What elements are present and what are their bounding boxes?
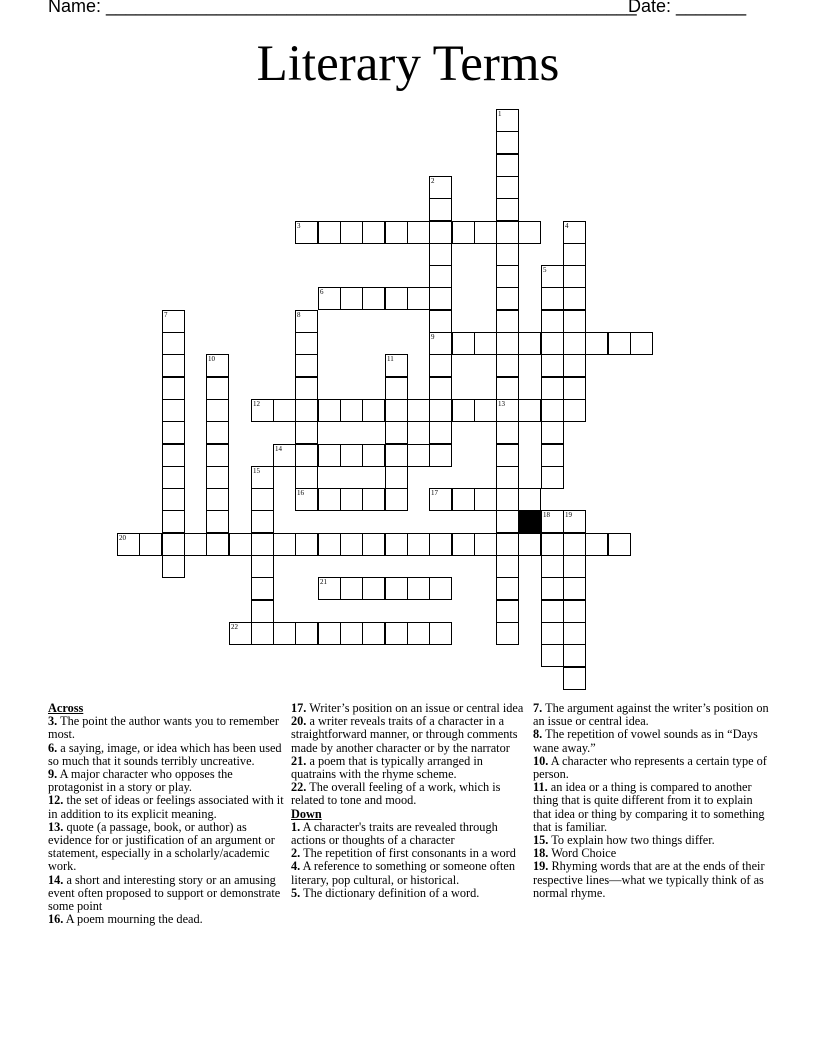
clue-number-label: 21. bbox=[291, 753, 307, 768]
grid-cell[interactable] bbox=[407, 533, 430, 556]
grid-cell[interactable] bbox=[385, 221, 408, 244]
clue-item bbox=[291, 860, 527, 886]
grid-cell[interactable] bbox=[541, 354, 564, 377]
clue-number-label: 3. bbox=[48, 714, 58, 729]
grid-cell[interactable] bbox=[407, 577, 430, 600]
grid-cell[interactable] bbox=[429, 198, 452, 221]
grid-cell[interactable] bbox=[452, 332, 475, 355]
grid-cell[interactable] bbox=[162, 354, 185, 377]
clue-number-label: 4. bbox=[291, 859, 301, 874]
clue-number: 2 bbox=[431, 177, 435, 185]
grid-cell[interactable] bbox=[251, 533, 274, 556]
grid-cell[interactable] bbox=[340, 488, 363, 511]
grid-cell[interactable] bbox=[429, 176, 452, 199]
clue-text: quote (a passage, book, or author) as evidence for or justification of an argument or statement, especially in a scholarly/academic work. bbox=[48, 819, 275, 874]
clues-column-2 bbox=[291, 702, 527, 900]
grid-cell[interactable] bbox=[139, 533, 162, 556]
grid-cell[interactable] bbox=[429, 310, 452, 333]
clue-number: 18 bbox=[543, 511, 550, 519]
grid-cell[interactable] bbox=[362, 533, 385, 556]
clue-number: 17 bbox=[431, 489, 438, 497]
grid-cell[interactable] bbox=[541, 421, 564, 444]
clue-item bbox=[533, 702, 769, 728]
clue-item bbox=[291, 821, 527, 847]
clue-text: A character who represents a certain type of person. bbox=[533, 753, 767, 782]
grid-cell[interactable] bbox=[318, 488, 341, 511]
grid-cell[interactable] bbox=[541, 533, 564, 556]
grid-cell[interactable] bbox=[429, 287, 452, 310]
clues-column-3 bbox=[533, 702, 769, 900]
grid-cell[interactable] bbox=[474, 533, 497, 556]
grid-cell[interactable] bbox=[541, 265, 564, 288]
grid-cell[interactable] bbox=[340, 221, 363, 244]
grid-cell[interactable] bbox=[362, 287, 385, 310]
clue-number: 1 bbox=[498, 110, 502, 118]
grid-cell[interactable] bbox=[162, 421, 185, 444]
grid-cell[interactable] bbox=[295, 354, 318, 377]
grid-cell[interactable] bbox=[162, 555, 185, 578]
grid-cell[interactable] bbox=[184, 533, 207, 556]
grid-cell[interactable] bbox=[206, 399, 229, 422]
grid-cell[interactable] bbox=[340, 399, 363, 422]
clue-text: a saying, image, or idea which has been used so much that it sounds terribly uncreative. bbox=[48, 740, 282, 768]
clue-item bbox=[533, 781, 769, 834]
clue-text: A major character who opposes the protagonist in a story or play. bbox=[48, 767, 233, 795]
grid-cell[interactable] bbox=[318, 221, 341, 244]
grid-cell[interactable] bbox=[496, 444, 519, 467]
clue-number-label: 20. bbox=[291, 714, 307, 729]
clue-item bbox=[48, 821, 284, 874]
grid-cell[interactable] bbox=[474, 399, 497, 422]
grid-cell[interactable] bbox=[429, 444, 452, 467]
grid-cell[interactable] bbox=[563, 354, 586, 377]
clue-text: A character's traits are revealed through actions or thoughts of a character bbox=[291, 819, 498, 848]
grid-cell[interactable] bbox=[385, 287, 408, 310]
grid-cell[interactable] bbox=[563, 243, 586, 266]
clue-text: A poem mourning the dead. bbox=[63, 912, 203, 927]
clue-number-label: 8. bbox=[533, 727, 543, 742]
clue-number-label: 2. bbox=[291, 846, 301, 861]
grid-cell[interactable] bbox=[273, 444, 296, 467]
grid-cell[interactable] bbox=[295, 310, 318, 333]
grid-cell[interactable] bbox=[385, 444, 408, 467]
grid-cell[interactable] bbox=[407, 287, 430, 310]
grid-cell[interactable] bbox=[206, 421, 229, 444]
grid-cell[interactable] bbox=[496, 488, 519, 511]
grid-cell[interactable] bbox=[429, 399, 452, 422]
grid-cell[interactable] bbox=[318, 399, 341, 422]
clue-number: 3 bbox=[297, 222, 301, 230]
clue-item bbox=[533, 728, 769, 754]
grid-cell[interactable] bbox=[496, 421, 519, 444]
grid-cell[interactable] bbox=[518, 488, 541, 511]
grid-cell[interactable] bbox=[407, 221, 430, 244]
clue-number-label: 14. bbox=[48, 872, 64, 887]
clue-text: A reference to something or someone often literary, pop cultural, or historical. bbox=[291, 859, 516, 887]
clue-item bbox=[48, 715, 284, 741]
grid-cell[interactable] bbox=[251, 399, 274, 422]
grid-cell[interactable] bbox=[496, 109, 519, 132]
grid-cell[interactable] bbox=[340, 444, 363, 467]
clue-item bbox=[533, 755, 769, 781]
grid-cell[interactable] bbox=[608, 533, 631, 556]
grid-cell[interactable] bbox=[162, 488, 185, 511]
grid-cell[interactable] bbox=[385, 577, 408, 600]
grid-cell[interactable] bbox=[496, 354, 519, 377]
grid-cell[interactable] bbox=[251, 600, 274, 623]
grid-cell[interactable] bbox=[541, 399, 564, 422]
clue-number: 11 bbox=[387, 355, 394, 363]
grid-cell[interactable] bbox=[295, 466, 318, 489]
grid-cell[interactable] bbox=[429, 622, 452, 645]
grid-cell[interactable] bbox=[318, 533, 341, 556]
grid-cell[interactable] bbox=[563, 600, 586, 623]
page-title: Literary Terms bbox=[256, 36, 560, 92]
grid-cell[interactable] bbox=[541, 332, 564, 355]
clue-number: 8 bbox=[297, 311, 301, 319]
grid-cell[interactable] bbox=[206, 510, 229, 533]
grid-cell[interactable] bbox=[496, 221, 519, 244]
grid-cell[interactable] bbox=[340, 622, 363, 645]
grid-cell[interactable] bbox=[496, 332, 519, 355]
clue-number: 22 bbox=[231, 623, 238, 631]
grid-cell[interactable] bbox=[251, 466, 274, 489]
grid-cell[interactable] bbox=[474, 488, 497, 511]
grid-cell[interactable] bbox=[563, 533, 586, 556]
grid-cell[interactable] bbox=[340, 287, 363, 310]
grid-cell[interactable] bbox=[630, 332, 653, 355]
grid-cell[interactable] bbox=[496, 533, 519, 556]
grid-cell[interactable] bbox=[518, 399, 541, 422]
grid-cell[interactable] bbox=[362, 488, 385, 511]
grid-cell[interactable] bbox=[407, 444, 430, 467]
grid-cell[interactable] bbox=[563, 577, 586, 600]
grid-cell[interactable] bbox=[474, 332, 497, 355]
clue-number: 7 bbox=[164, 311, 168, 319]
black-cell bbox=[518, 510, 541, 533]
grid-cell[interactable] bbox=[496, 377, 519, 400]
grid-cell[interactable] bbox=[541, 555, 564, 578]
clue-number-label: 11. bbox=[533, 780, 548, 795]
grid-cell[interactable] bbox=[162, 332, 185, 355]
clue-number: 6 bbox=[320, 288, 324, 296]
grid-cell[interactable] bbox=[295, 399, 318, 422]
grid-cell[interactable] bbox=[563, 644, 586, 667]
clue-text: Rhyming words that are at the ends of their respective lines—what we typically think of as normal rhyme. bbox=[533, 859, 765, 900]
clue-number: 4 bbox=[565, 222, 569, 230]
clue-text: a writer reveals traits of a character in a straightforward manner, or through comments made by another character or by the narrator bbox=[291, 714, 518, 755]
grid-cell[interactable] bbox=[206, 533, 229, 556]
clue-item bbox=[48, 742, 284, 768]
grid-cell[interactable] bbox=[541, 444, 564, 467]
grid-cell[interactable] bbox=[496, 154, 519, 177]
grid-cell[interactable] bbox=[429, 533, 452, 556]
clue-number-label: 18. bbox=[533, 846, 549, 861]
grid-cell[interactable] bbox=[541, 600, 564, 623]
clue-number-label: 19. bbox=[533, 859, 549, 874]
grid-cell[interactable] bbox=[295, 488, 318, 511]
clue-item bbox=[291, 887, 527, 900]
clue-number: 14 bbox=[275, 445, 282, 453]
clue-number: 12 bbox=[253, 400, 260, 408]
name-field[interactable]: Name: _____________________________________________________ bbox=[48, 0, 637, 16]
grid-cell[interactable] bbox=[563, 667, 586, 690]
clue-number-label: 12. bbox=[48, 793, 64, 808]
grid-cell[interactable] bbox=[496, 198, 519, 221]
grid-cell[interactable] bbox=[162, 466, 185, 489]
clue-text: The point the author wants you to remember most. bbox=[48, 714, 279, 742]
grid-cell[interactable] bbox=[295, 332, 318, 355]
grid-cell[interactable] bbox=[251, 488, 274, 511]
grid-cell[interactable] bbox=[385, 421, 408, 444]
grid-cell[interactable] bbox=[206, 444, 229, 467]
grid-cell[interactable] bbox=[563, 555, 586, 578]
grid-cell[interactable] bbox=[295, 377, 318, 400]
grid-cell[interactable] bbox=[362, 577, 385, 600]
grid-cell[interactable] bbox=[273, 399, 296, 422]
grid-cell[interactable] bbox=[541, 622, 564, 645]
grid-cell[interactable] bbox=[496, 287, 519, 310]
grid-cell[interactable] bbox=[585, 533, 608, 556]
grid-cell[interactable] bbox=[518, 221, 541, 244]
clue-item bbox=[48, 794, 284, 820]
grid-cell[interactable] bbox=[318, 577, 341, 600]
clue-item bbox=[291, 715, 527, 755]
grid-cell[interactable] bbox=[452, 221, 475, 244]
grid-cell[interactable] bbox=[496, 243, 519, 266]
clue-item bbox=[48, 768, 284, 794]
grid-cell[interactable] bbox=[206, 488, 229, 511]
clue-text: a short and interesting story or an amusing event often proposed to support or demonstrate some point bbox=[48, 872, 281, 914]
grid-cell[interactable] bbox=[385, 377, 408, 400]
grid-cell[interactable] bbox=[273, 622, 296, 645]
clue-text: a poem that is typically arranged in quatrains with the rhyme scheme. bbox=[291, 753, 483, 782]
clue-number: 9 bbox=[431, 333, 435, 341]
grid-cell[interactable] bbox=[474, 221, 497, 244]
grid-cell[interactable] bbox=[429, 354, 452, 377]
date-field[interactable]: Date: _______ bbox=[628, 0, 747, 16]
grid-cell[interactable] bbox=[496, 131, 519, 154]
grid-cell[interactable] bbox=[162, 399, 185, 422]
grid-cell[interactable] bbox=[429, 265, 452, 288]
clue-text: The argument against the writer’s position on an issue or central idea. bbox=[533, 701, 769, 729]
clue-text: To explain how two things differ. bbox=[548, 833, 715, 848]
grid-cell[interactable] bbox=[496, 622, 519, 645]
grid-cell[interactable] bbox=[318, 444, 341, 467]
grid-cell[interactable] bbox=[563, 622, 586, 645]
grid-cell[interactable] bbox=[385, 488, 408, 511]
grid-cell[interactable] bbox=[541, 287, 564, 310]
clue-text: Word Choice bbox=[548, 846, 617, 861]
clue-text: The repetition of first consonants in a word bbox=[300, 846, 516, 861]
grid-cell[interactable] bbox=[541, 377, 564, 400]
clue-number: 15 bbox=[253, 467, 260, 475]
clue-item bbox=[291, 755, 527, 781]
grid-cell[interactable] bbox=[563, 510, 586, 533]
grid-cell[interactable] bbox=[541, 644, 564, 667]
clue-number: 16 bbox=[297, 489, 304, 497]
clue-number: 13 bbox=[498, 400, 505, 408]
clue-number: 5 bbox=[543, 266, 547, 274]
across-heading: Across bbox=[48, 701, 84, 715]
grid-cell[interactable] bbox=[496, 265, 519, 288]
grid-cell[interactable] bbox=[318, 622, 341, 645]
grid-cell[interactable] bbox=[295, 421, 318, 444]
grid-cell[interactable] bbox=[385, 399, 408, 422]
grid-cell[interactable] bbox=[229, 622, 252, 645]
grid-cell[interactable] bbox=[541, 577, 564, 600]
grid-cell[interactable] bbox=[251, 622, 274, 645]
grid-cell[interactable] bbox=[429, 488, 452, 511]
grid-cell[interactable] bbox=[541, 510, 564, 533]
clue-item bbox=[291, 781, 527, 807]
grid-cell[interactable] bbox=[429, 332, 452, 355]
clue-number-label: 16. bbox=[48, 912, 64, 927]
grid-cell[interactable] bbox=[295, 533, 318, 556]
grid-cell[interactable] bbox=[563, 265, 586, 288]
grid-cell[interactable] bbox=[162, 377, 185, 400]
grid-cell[interactable] bbox=[608, 332, 631, 355]
clue-text: an idea or a thing is compared to another thing that is quite different from it to explain that idea or thing by comparing it to something that is familiar. bbox=[533, 780, 765, 834]
grid-cell[interactable] bbox=[273, 533, 296, 556]
grid-cell[interactable] bbox=[496, 176, 519, 199]
grid-cell[interactable] bbox=[206, 354, 229, 377]
grid-cell[interactable] bbox=[206, 466, 229, 489]
grid-cell[interactable] bbox=[162, 444, 185, 467]
grid-cell[interactable] bbox=[496, 310, 519, 333]
grid-cell[interactable] bbox=[295, 221, 318, 244]
grid-cell[interactable] bbox=[385, 466, 408, 489]
grid-cell[interactable] bbox=[251, 555, 274, 578]
grid-cell[interactable] bbox=[251, 510, 274, 533]
grid-cell[interactable] bbox=[429, 377, 452, 400]
grid-cell[interactable] bbox=[385, 354, 408, 377]
grid-cell[interactable] bbox=[452, 533, 475, 556]
grid-cell[interactable] bbox=[429, 221, 452, 244]
grid-cell[interactable] bbox=[117, 533, 140, 556]
clue-number: 20 bbox=[119, 534, 126, 542]
grid-cell[interactable] bbox=[429, 243, 452, 266]
grid-cell[interactable] bbox=[229, 533, 252, 556]
grid-cell[interactable] bbox=[518, 332, 541, 355]
clue-text: Writer’s position on an issue or central idea bbox=[306, 701, 524, 715]
clue-number-label: 7. bbox=[533, 701, 543, 715]
clue-item bbox=[48, 874, 284, 914]
grid-cell[interactable] bbox=[496, 466, 519, 489]
clue-number-label: 1. bbox=[291, 819, 301, 834]
clue-text: The dictionary definition of a word. bbox=[300, 885, 480, 900]
grid-cell[interactable] bbox=[563, 287, 586, 310]
grid-cell[interactable] bbox=[385, 622, 408, 645]
grid-cell[interactable] bbox=[162, 533, 185, 556]
clue-number-label: 17. bbox=[291, 701, 307, 715]
down-heading: Down bbox=[291, 806, 322, 821]
clue-number: 21 bbox=[320, 578, 327, 586]
grid-cell[interactable] bbox=[362, 444, 385, 467]
grid-cell[interactable] bbox=[362, 221, 385, 244]
grid-cell[interactable] bbox=[407, 399, 430, 422]
grid-cell[interactable] bbox=[429, 577, 452, 600]
clue-number-label: 15. bbox=[533, 833, 549, 848]
grid-cell[interactable] bbox=[318, 287, 341, 310]
grid-cell[interactable] bbox=[563, 399, 586, 422]
clue-item bbox=[48, 913, 284, 926]
grid-cell[interactable] bbox=[585, 332, 608, 355]
clue-number-label: 22. bbox=[291, 780, 307, 795]
clue-number-label: 9. bbox=[48, 767, 58, 782]
grid-cell[interactable] bbox=[496, 600, 519, 623]
clue-number-label: 13. bbox=[48, 819, 64, 834]
grid-cell[interactable] bbox=[563, 310, 586, 333]
clue-text: The overall feeling of a work, which is related to tone and mood. bbox=[291, 780, 501, 808]
grid-cell[interactable] bbox=[563, 332, 586, 355]
grid-cell[interactable] bbox=[407, 622, 430, 645]
grid-cell[interactable] bbox=[541, 310, 564, 333]
grid-cell[interactable] bbox=[251, 577, 274, 600]
grid-cell[interactable] bbox=[541, 466, 564, 489]
grid-cell[interactable] bbox=[452, 488, 475, 511]
grid-cell[interactable] bbox=[496, 510, 519, 533]
grid-cell[interactable] bbox=[162, 310, 185, 333]
grid-cell[interactable] bbox=[496, 555, 519, 578]
grid-cell[interactable] bbox=[563, 221, 586, 244]
clue-text: The repetition of vowel sounds as in “Days wane away.” bbox=[533, 727, 758, 755]
clue-number: 19 bbox=[565, 511, 572, 519]
grid-cell[interactable] bbox=[452, 399, 475, 422]
grid-cell[interactable] bbox=[295, 444, 318, 467]
grid-cell[interactable] bbox=[340, 533, 363, 556]
clues-column-1 bbox=[48, 702, 284, 926]
grid-cell[interactable] bbox=[206, 377, 229, 400]
grid-cell[interactable] bbox=[362, 399, 385, 422]
grid-cell[interactable] bbox=[385, 533, 408, 556]
grid-cell[interactable] bbox=[295, 622, 318, 645]
grid-cell[interactable] bbox=[496, 399, 519, 422]
clue-text: the set of ideas or feelings associated with it in addition to its explicit meaning. bbox=[48, 793, 284, 821]
clue-number-label: 5. bbox=[291, 885, 301, 900]
clue-number-label: 10. bbox=[533, 753, 549, 768]
grid-cell[interactable] bbox=[362, 622, 385, 645]
grid-cell[interactable] bbox=[496, 577, 519, 600]
grid-cell[interactable] bbox=[518, 533, 541, 556]
clue-number: 10 bbox=[208, 355, 215, 363]
grid-cell[interactable] bbox=[162, 510, 185, 533]
grid-cell[interactable] bbox=[429, 421, 452, 444]
grid-cell[interactable] bbox=[563, 377, 586, 400]
grid-cell[interactable] bbox=[340, 577, 363, 600]
clue-number-label: 6. bbox=[48, 740, 58, 755]
clue-item bbox=[533, 860, 769, 900]
